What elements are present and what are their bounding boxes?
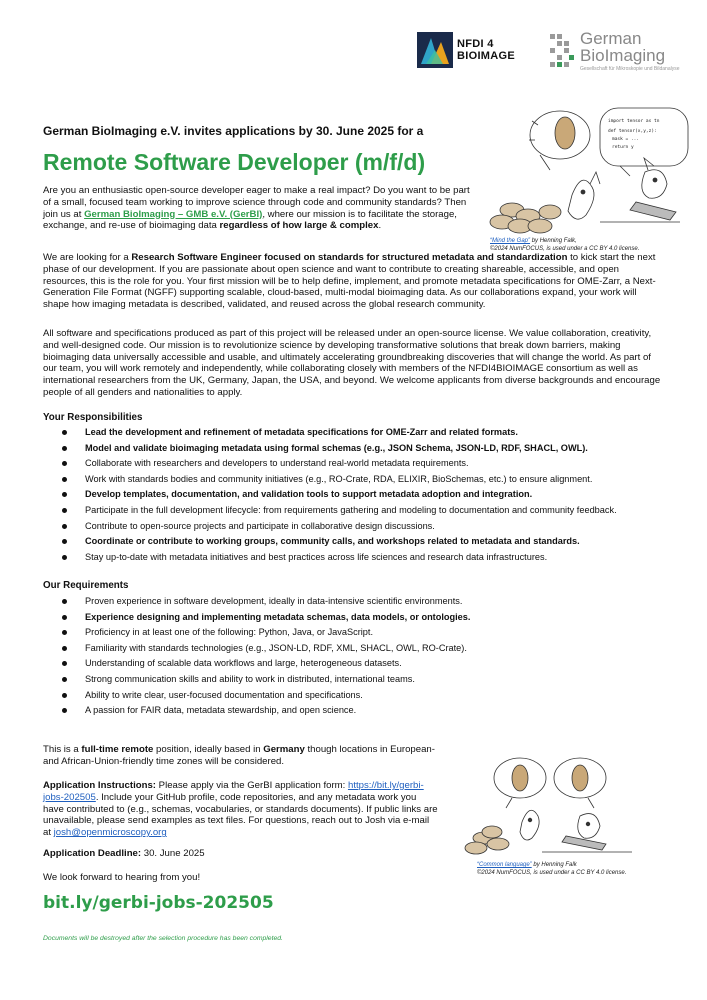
nfdi-logo-line1: NFDI 4 <box>457 38 494 50</box>
requirements-item-text: Familiarity with standards technologies (e.g., JSON-LD, RDF, XML, SHACL, OWL, RO-Crate). <box>85 642 467 653</box>
illustration-top-image <box>480 100 690 235</box>
responsibilities-item <box>43 503 683 519</box>
gerbi-link[interactable]: German BioImaging – GMB e.V. (GerBI) <box>84 208 263 220</box>
responsibilities-item-text: Collaborate with researchers and developers to understand real-world metadata requirements. <box>85 458 469 469</box>
requirements-item <box>43 672 683 688</box>
bullet-icon <box>62 446 67 451</box>
requirements-item-text: Strong communication skills and ability to work in distributed, international teams. <box>85 673 415 684</box>
short-url-link[interactable]: bit.ly/gerbi-jobs-202505 <box>43 893 274 913</box>
gerbi-logo-title-line1: German <box>580 29 642 48</box>
requirements-item <box>43 656 683 672</box>
requirements-item <box>43 703 683 719</box>
responsibilities-item <box>43 534 683 550</box>
bullet-icon <box>62 708 67 713</box>
requirements-heading: Our Requirements <box>43 580 129 591</box>
german-bioimaging-logo <box>548 28 698 74</box>
bullet-icon <box>62 661 67 666</box>
bullet-icon <box>62 599 67 604</box>
responsibilities-item <box>43 487 683 503</box>
requirements-item-text: Proficiency in at least one of the following: Python, Java, or JavaScript. <box>85 627 374 638</box>
responsibilities-item-text: Stay up-to-date with metadata initiatives and best practices across life sciences and research data infrastructures. <box>85 551 548 562</box>
requirements-item <box>43 688 683 704</box>
responsibilities-heading: Your Responsibilities <box>43 412 143 423</box>
closing-line: We look forward to hearing from you! <box>43 872 201 883</box>
invite-line: German BioImaging e.V. invites applications by 30. June 2025 for a <box>43 124 424 138</box>
requirements-item-text: Experience designing and implementing metadata schemas, data models, or ontologies. <box>85 611 471 622</box>
responsibilities-list <box>43 425 683 565</box>
requirements-item-text: Ability to write clear, user-focused documentation and specifications. <box>85 689 363 700</box>
bullet-icon <box>62 539 67 544</box>
bullet-icon <box>62 615 67 620</box>
bullet-icon <box>62 646 67 651</box>
requirements-item-text: Proven experience in software development, ideally in data-intensive scientific environments. <box>85 596 463 606</box>
common-language-illustration <box>462 752 642 857</box>
requirements-item-text: Understanding of scalable data workflows and large, heterogeneous datasets. <box>85 658 402 669</box>
responsibilities-item-text: Contribute to open-source projects and participate in collaborative design discussions. <box>85 520 435 531</box>
responsibilities-item <box>43 550 683 566</box>
gerbi-logo-icon <box>548 32 576 70</box>
application-instructions: Application Instructions: Please apply via the GerBI application form: https://bit.ly/gerbi-jobs-202505. Include your GitHub profile, code repositories, and any metadata work you have contributed to (e.g., schemas, vocabularies, or standards documents). If public links are unavailable, please send examples as text files. For questions, reach out to Josh via e-mail at josh@openmicroscopy.org <box>43 780 438 839</box>
responsibilities-item-text: Model and validate bioimaging metadata using formal schemas (e.g., JSON Schema, JSON-LD, RDF, SHACL, OWL). <box>85 442 588 453</box>
gerbi-logo-title-line2: BioImaging <box>580 46 666 65</box>
mind-the-gap-illustration <box>480 100 690 252</box>
responsibilities-item <box>43 441 683 457</box>
svg-text:import tensor as tn: import tensor as tn <box>608 119 660 124</box>
responsibilities-item-text: Lead the development and refinement of metadata specifications for OME-Zarr and related formats. <box>85 427 518 437</box>
bullet-icon <box>62 430 67 435</box>
requirements-item-text: A passion for FAIR data, metadata stewardship, and open science. <box>85 705 357 716</box>
bullet-icon <box>62 677 67 682</box>
responsibilities-item-text: Work with standards bodies and community initiatives (e.g., RO-Crate, RDA, ELIXIR, BioSchemas, etc.) to ensure alignment. <box>85 473 593 484</box>
bullet-icon <box>62 477 67 482</box>
responsibilities-item-text: Develop templates, documentation, and validation tools to support metadata adoption and integration. <box>85 489 533 500</box>
requirements-item <box>43 641 683 657</box>
responsibilities-item-text: Coordinate or contribute to working groups, community calls, and workshops related to metadata and standards. <box>85 536 580 547</box>
mind-the-gap-link[interactable]: “Mind the Gap” <box>490 238 531 244</box>
svg-text:def tensor(x,y,z):: def tensor(x,y,z): <box>608 129 657 134</box>
contact-email-link[interactable]: josh@openmicroscopy.org <box>53 827 167 839</box>
application-form-link[interactable]: https://bit.ly/gerbi-jobs-202505 <box>43 780 424 803</box>
illustration-top-caption: “Mind the Gap” by Henning Falk, ©2024 NumFOCUS, is used under a CC BY 4.0 license. <box>490 238 640 252</box>
svg-text:return y: return y <box>612 145 634 150</box>
intro-paragraph-3: All software and specifications produced as part of this project will be released under an open-source license. We value collaboration, creativity, and well-designed code. Our mission is to revolutionize science by developing transformative solutions that break down barriers, making bioimaging data universally accessible and usable, and ultimately accelerating groundbreaking discoveries that will change the world. As part of our team, you will work remotely and independently, while collaborating closely with members of the NFDI4BIOIMAGE consortium as well as international researchers from the UK, Germany, Japan, the USA, and beyond. We welcome applicants from diverse backgrounds and encourage people of all genders and nationalities to apply. <box>43 328 661 398</box>
position-paragraph: This is a full-time remote position, ideally based in Germany though locations in European- and African-Union-friendly time zones will be considered. <box>43 744 435 767</box>
footer-note: Documents will be destroyed after the selection procedure has been completed. <box>43 935 283 942</box>
nfdi-logo-line2: BIOIMAGE <box>457 50 516 62</box>
bullet-icon <box>62 461 67 466</box>
bullet-icon <box>62 693 67 698</box>
application-deadline: Application Deadline: 30. June 2025 <box>43 848 205 859</box>
illustration-bottom-caption: “Common language” by Henning Falk ©2024 NumFOCUS, is used under a CC BY 4.0 license. <box>477 862 627 876</box>
requirements-item <box>43 625 683 641</box>
nfdi-logo-icon <box>417 32 453 68</box>
responsibilities-item <box>43 472 683 488</box>
common-language-link[interactable]: “Common language” <box>477 862 532 868</box>
bullet-icon <box>62 508 67 513</box>
bullet-icon <box>62 555 67 560</box>
svg-text:mask = ...: mask = ... <box>612 137 640 142</box>
responsibilities-item <box>43 519 683 535</box>
illustration-bottom-image <box>462 752 642 857</box>
requirements-item <box>43 610 683 626</box>
intro-paragraph-2: We are looking for a Research Software Engineer focused on standards for structured metadata and standardization to kick start the next phase of our development. If you are passionate about open science and want to contribute to creating shareable, accessible, and open resources, this is the role for you. Your first mission will be to help define, implement, and promote metadata specifications for OME-Zarr, a Next-Generation File Format (NGFF) supporting scalable, cloud-based, multi-modal bioimaging data. As our collaborations expand, your work will shape how imaging metadata is described, validated, and reused across the global research community. <box>43 252 656 311</box>
bullet-icon <box>62 492 67 497</box>
page-title: Remote Software Developer (m/f/d) <box>43 149 426 175</box>
requirements-list <box>43 594 683 719</box>
responsibilities-item <box>43 456 683 472</box>
nfdi4bioimage-logo <box>417 30 539 70</box>
gerbi-logo-subtitle: Gesellschaft für Mikroskopie und Bildanalyse <box>580 66 680 72</box>
bullet-icon <box>62 630 67 635</box>
bullet-icon <box>62 524 67 529</box>
requirements-item <box>43 594 683 610</box>
responsibilities-item-text: Participate in the full development lifecycle: from requirements gathering and modeling to documentation and community feedback. <box>85 504 617 515</box>
responsibilities-item <box>43 425 683 441</box>
intro-paragraph-1: Are you an enthusiastic open-source developer eager to make a real impact? Do you want to be part of a small, focused team working to improve science through code and community standards? Then join us at German BioImaging – GMB e.V. (GerBI), where our mission is to facilitate the storage, exchange, and re-use of bioimaging data regardless of how large & complex. <box>43 185 470 232</box>
